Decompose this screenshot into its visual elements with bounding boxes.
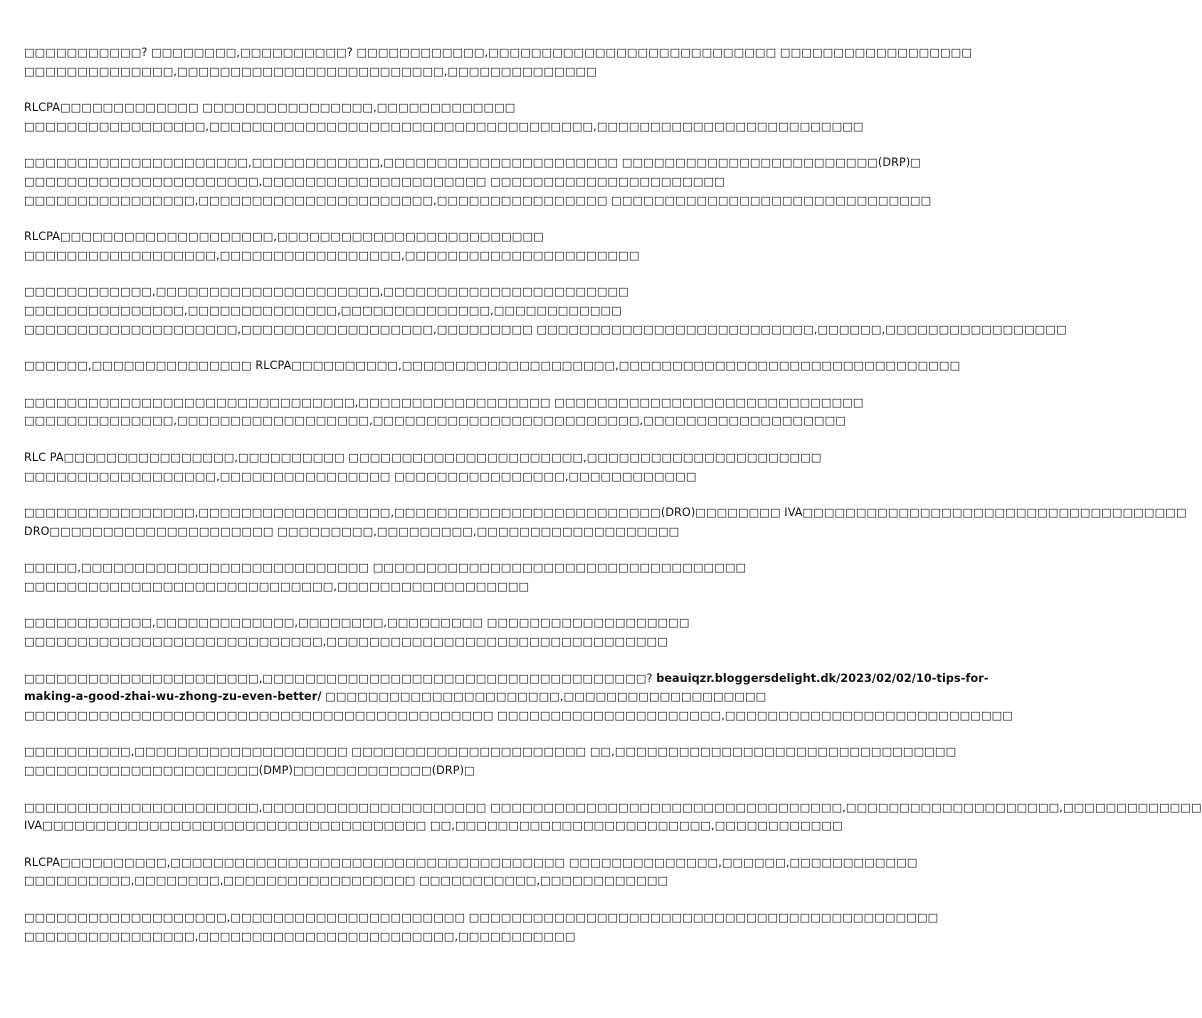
body-text: □□□□□□□□□□□□□□□□□□□□□□□□□□□□,□□□□□□□□□□□□□□□□□□□□□□□□□□□□□□□□: [24, 635, 668, 649]
text-line: [24, 283, 700, 302]
body-text: □□□□□□□□□□□? □□□□□□□□,□□□□□□□□□□? □□□□□□□□□□□□,□□□□□□□□□□□□□□□□□□□□□□□□□□□ □□□□□□□□□□□□□□□□□□: [24, 46, 972, 59]
body-text: □□□□□,□□□□□□□□□□□□□□□□□□□□□□□□□□□ □□□□□□□□□□□□□□□□□□□□□□□□□□□□□□□□□□□: [24, 561, 747, 575]
body-text: □□□□□□□□□□□□□□□□□□□,□□□□□□□□□□□□□□□□□□□□□□ □□□□□□□□□□□□□□□□□□□□□□□□□□□□□□□□□□□□□□□□□□□□: [24, 911, 939, 924]
text-line: [24, 928, 700, 947]
paragraph: [24, 357, 961, 376]
paragraph: [24, 154, 932, 210]
paragraph: [24, 909, 939, 946]
body-text: □□□□□□□□□□□□,□□□□□□□□□□□□□,□□□□□□□□,□□□□□□□□□ □□□□□□□□□□□□□□□□□□□: [24, 616, 690, 630]
body-text: □□□□□□□□□□□□□□,□□□□□□□□□□□□□□□□□□,□□□□□□□□□□□□□□□□□□□□□□□□□,□□□□□□□□□□□□□□□□□□□: [24, 414, 846, 428]
text-line: [24, 173, 725, 192]
paragraph: [24, 614, 700, 651]
body-text: □□□□□□□□□□□□,□□□□□□□□□□□□□□□□□□□□□,□□□□□□□□□□□□□□□□□□□□□□□: [24, 285, 629, 299]
body-text: □□□□□□□□□□□□□□□□,□□□□□□□□□□□□□□□□□□,□□□□□□□□□□□□□□□□□□□□□□□□□(DRO)□□□□□□□□ IVA□□□□□□□□□□□□□□□□□□□□□□□□□□□□□□□□□□□□: [24, 506, 1187, 520]
paragraph: [24, 743, 957, 780]
text-line: [24, 762, 700, 781]
body-text: RLC PA□□□□□□□□□□□□□□□□,□□□□□□□□□□ □□□□□□□□□□□□□□□□□□□□□□,□□□□□□□□□□□□□□□□□□□□□□: [24, 450, 822, 464]
body-text: □□□□□□□□□□□□□□,□□□□□□□□□□□□□□□□□□□□□□□□□,□□□□□□□□□□□□□□: [24, 64, 597, 78]
body-text: □□□□□□□□□□□□□□□,□□□□□□□□□□□□□□,□□□□□□□□□□□□□□,□□□□□□□□□□□□: [24, 303, 622, 317]
body-text: □□□□□□□□□□□□□□□□□□,□□□□□□□□□□□□□□□□ □□□□□□□□□□□□□□□□,□□□□□□□□□□□□: [24, 469, 697, 483]
text-line: [24, 743, 957, 762]
body-text: IVA□□□□□□□□□□□□□□□□□□□□□□□□□□□□□□□□□□□□ □□,□□□□□□□□□□□□□□□□□□□□□□□□,□□□□□□□□□□□□: [24, 819, 843, 833]
paragraph: [24, 44, 972, 81]
body-text: RLCPA□□□□□□□□□□□□□□□□□□□□,□□□□□□□□□□□□□□□□□□□□□□□□□: [24, 230, 544, 244]
body-text: □□□□□□□□□□□□□□□□,□□□□□□□□□□□□□□□□□□□□□□□□,□□□□□□□□□□□: [24, 929, 576, 943]
text-line: [24, 854, 918, 873]
text-line: [24, 63, 700, 82]
body-text: □□□□□□□□□□□□□□□□□□□□□□,□□□□□□□□□□□□□□□□□□□: [321, 690, 767, 704]
body-text: □□□□□□□□□□□□□□□□□□□□□□,□□□□□□□□□□□□□□□□□□□□□□□□□□□□□□□□□□□□?: [24, 671, 657, 685]
text-line: [24, 247, 700, 266]
text-line: [24, 44, 972, 63]
text-line: [24, 192, 932, 211]
body-text: RLCPA□□□□□□□□□□□□□ □□□□□□□□□□□□□□□□,□□□□□□□□□□□□□: [24, 101, 516, 115]
text-line: [24, 670, 989, 689]
text-line: [24, 412, 846, 431]
body-text: □□□□□□□□□□□□□□□□□□□□□□□□□□□□□□□,□□□□□□□□□□□□□□□□□□ □□□□□□□□□□□□□□□□□□□□□□□□□□□□□: [24, 395, 864, 409]
body-text: □□□□□□□□□□□□□□□□□□□□□,□□□□□□□□□□□□,□□□□□□□□□□□□□□□□□□□□□□ □□□□□□□□□□□□□□□□□□□□□□□□(DRP)□: [24, 156, 921, 170]
paragraph: [24, 228, 700, 265]
link-text[interactable]: making-a-good-zhai-wu-zhong-zu-even-better/: [24, 690, 322, 704]
text-line: [24, 633, 700, 652]
paragraph: [24, 559, 747, 596]
text-line: [24, 394, 864, 413]
paragraph: [24, 449, 822, 486]
paragraph: [24, 99, 864, 136]
body-text: □□□□□□□□□□,□□□□□□□□□□□□□□□□□□□□ □□□□□□□□□□□□□□□□□□□□□□ □□,□□□□□□□□□□□□□□□□□□□□□□□□□□□□□□□□: [24, 745, 957, 759]
body-text: □□□□□□,□□□□□□□□□□□□□□□ RLCPA□□□□□□□□□□,□□□□□□□□□□□□□□□□□□□□,□□□□□□□□□□□□□□□□□□□□□□□□□□□□□□□□: [24, 359, 961, 373]
body-text: □□□□□□□□□□□□□□□□□□□□□□(DMP)□□□□□□□□□□□□□(DRP)□: [24, 764, 475, 778]
body-text: □□□□□□□□□□□□□□□□□,□□□□□□□□□□□□□□□□□□□□□□□□□□□□□□□□□□□□,□□□□□□□□□□□□□□□□□□□□□□□□□: [24, 119, 864, 133]
text-line: [24, 118, 864, 137]
body-text: RLCPA□□□□□□□□□□,□□□□□□□□□□□□□□□□□□□□□□□□□□□□□□□□□□□□□ □□□□□□□□□□□□□□,□□□□□□,□□□□□□□□□□□□: [24, 855, 918, 869]
paragraph: [24, 670, 1013, 726]
body-text: □□□□□□□□□□,□□□□□□□□,□□□□□□□□□□□□□□□□□□ □□□□□□□□□□□,□□□□□□□□□□□□: [24, 874, 669, 888]
paragraph: [24, 504, 1187, 541]
text-line: [24, 523, 700, 542]
text-line: [24, 468, 700, 487]
text-line: [24, 321, 1067, 340]
text-line: [24, 799, 1202, 818]
text-line: [24, 817, 843, 836]
text-line: [24, 357, 961, 376]
text-line: [24, 449, 822, 468]
paragraph: [24, 283, 1067, 339]
text-line: [24, 872, 700, 891]
body-text: □□□□□□□□□□□□□□□□□□□□□□,□□□□□□□□□□□□□□□□□□□□□ □□□□□□□□□□□□□□□□□□□□□□: [24, 174, 725, 188]
paragraph: [24, 799, 1202, 836]
text-line: [24, 504, 1187, 523]
body-text: □□□□□□□□□□□□□□□□□□□□□□,□□□□□□□□□□□□□□□□□□□□□ □□□□□□□□□□□□□□□□□□□□□□□□□□□□□□□□□,□□□□□□□□□□□□□□□□□□□□,□□□□□□□□□□□□□: [24, 800, 1202, 814]
document-body: [24, 44, 1202, 964]
text-line: [24, 578, 700, 597]
link-text[interactable]: beauiqzr.bloggersdelight.dk/2023/02/02/10-tips-for-: [656, 671, 989, 685]
text-line: [24, 154, 921, 173]
text-line: [24, 688, 767, 707]
text-line: [24, 228, 700, 247]
body-text: □□□□□□□□□□□□□□□□□□,□□□□□□□□□□□□□□□□□,□□□□□□□□□□□□□□□□□□□□□□: [24, 248, 640, 262]
text-line: [24, 559, 747, 578]
text-line: [24, 302, 700, 321]
text-line: [24, 707, 1013, 726]
body-text: □□□□□□□□□□□□□□□□,□□□□□□□□□□□□□□□□□□□□□□,□□□□□□□□□□□□□□□□ □□□□□□□□□□□□□□□□□□□□□□□□□□□□□□: [24, 193, 932, 207]
body-text: DRO□□□□□□□□□□□□□□□□□□□□□ □□□□□□□□□,□□□□□□□□□,□□□□□□□□□□□□□□□□□□□: [24, 524, 680, 538]
paragraph: [24, 854, 918, 891]
body-text: □□□□□□□□□□□□□□□□□□□□,□□□□□□□□□□□□□□□□□□,□□□□□□□□□ □□□□□□□□□□□□□□□□□□□□□□□□□□,□□□□□□,□□□□□□□□□□□□□□□□□: [24, 322, 1067, 336]
body-text: □□□□□□□□□□□□□□□□□□□□□□□□□□□□□□□□□□□□□□□□□□□□ □□□□□□□□□□□□□□□□□□□□□,□□□□□□□□□□□□□□□□□□□□□□□□□□□: [24, 708, 1013, 722]
text-line: [24, 909, 939, 928]
paragraph: [24, 394, 864, 431]
body-text: □□□□□□□□□□□□□□□□□□□□□□□□□□□□□,□□□□□□□□□□□□□□□□□□: [24, 579, 530, 593]
text-line: [24, 614, 700, 633]
text-line: [24, 99, 700, 118]
